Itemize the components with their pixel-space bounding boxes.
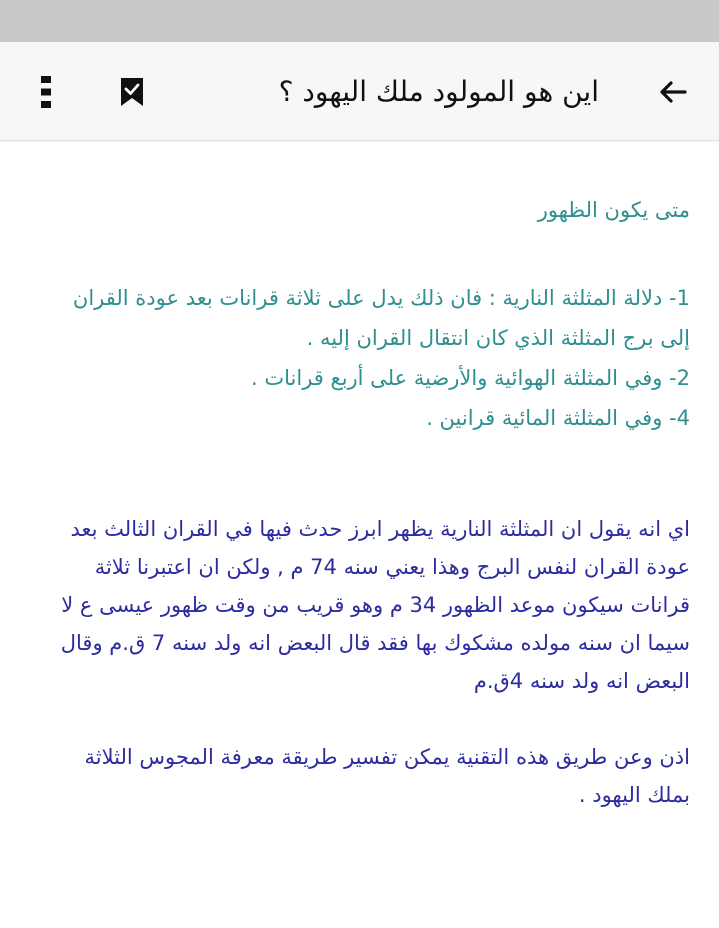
more-vert-icon	[40, 75, 52, 109]
article-content	[42, 190, 690, 814]
arrow-back-icon	[657, 76, 689, 108]
bookmark-check-icon	[119, 76, 145, 108]
back-button[interactable]	[651, 70, 695, 114]
list-item: 1- دلالة المثلثة النارية : فان ذلك يدل على ثلاثة قرانات بعد عودة القران إلى برج المثلثة الذي كان انتقال القران إليه .	[72, 286, 690, 350]
more-options-button[interactable]	[28, 72, 64, 112]
page-title: اين هو المولود ملك اليهود ؟	[278, 75, 599, 108]
conditions-list	[42, 278, 690, 438]
explanation-paragraph: اي انه يقول ان المثلثة النارية يظهر ابرز حدث فيها في القران الثالث بعد عودة القران لنفس البرج وهذا يعني سنه 74 م , ولكن ان اعتبرنا ثلاثة قرانات سيكون موعد الظهور 34 م وهو قريب من وقت ظهور عيسى ع لا سيما ان سنه مولده مشكوك بها فقد قال البعض انه ولد سنه 7 ق.م وقال البعض انه ولد سنه 4ق.م	[60, 517, 690, 693]
list-item: 2- وفي المثلثة الهوائية والأرضية على أربع قرانات .	[251, 366, 690, 390]
section-heading: متى يكون الظهور	[537, 198, 690, 222]
app-bar	[0, 42, 719, 141]
list-item: 4- وفي المثلثة المائية قرانين .	[426, 406, 690, 430]
conclusion-paragraph: اذن وعن طريق هذه التقنية يمكن تفسير طريقة معرفة المجوس الثلاثة بملك اليهود .	[84, 745, 690, 807]
status-bar	[0, 0, 719, 42]
bookmark-button[interactable]	[112, 72, 152, 112]
